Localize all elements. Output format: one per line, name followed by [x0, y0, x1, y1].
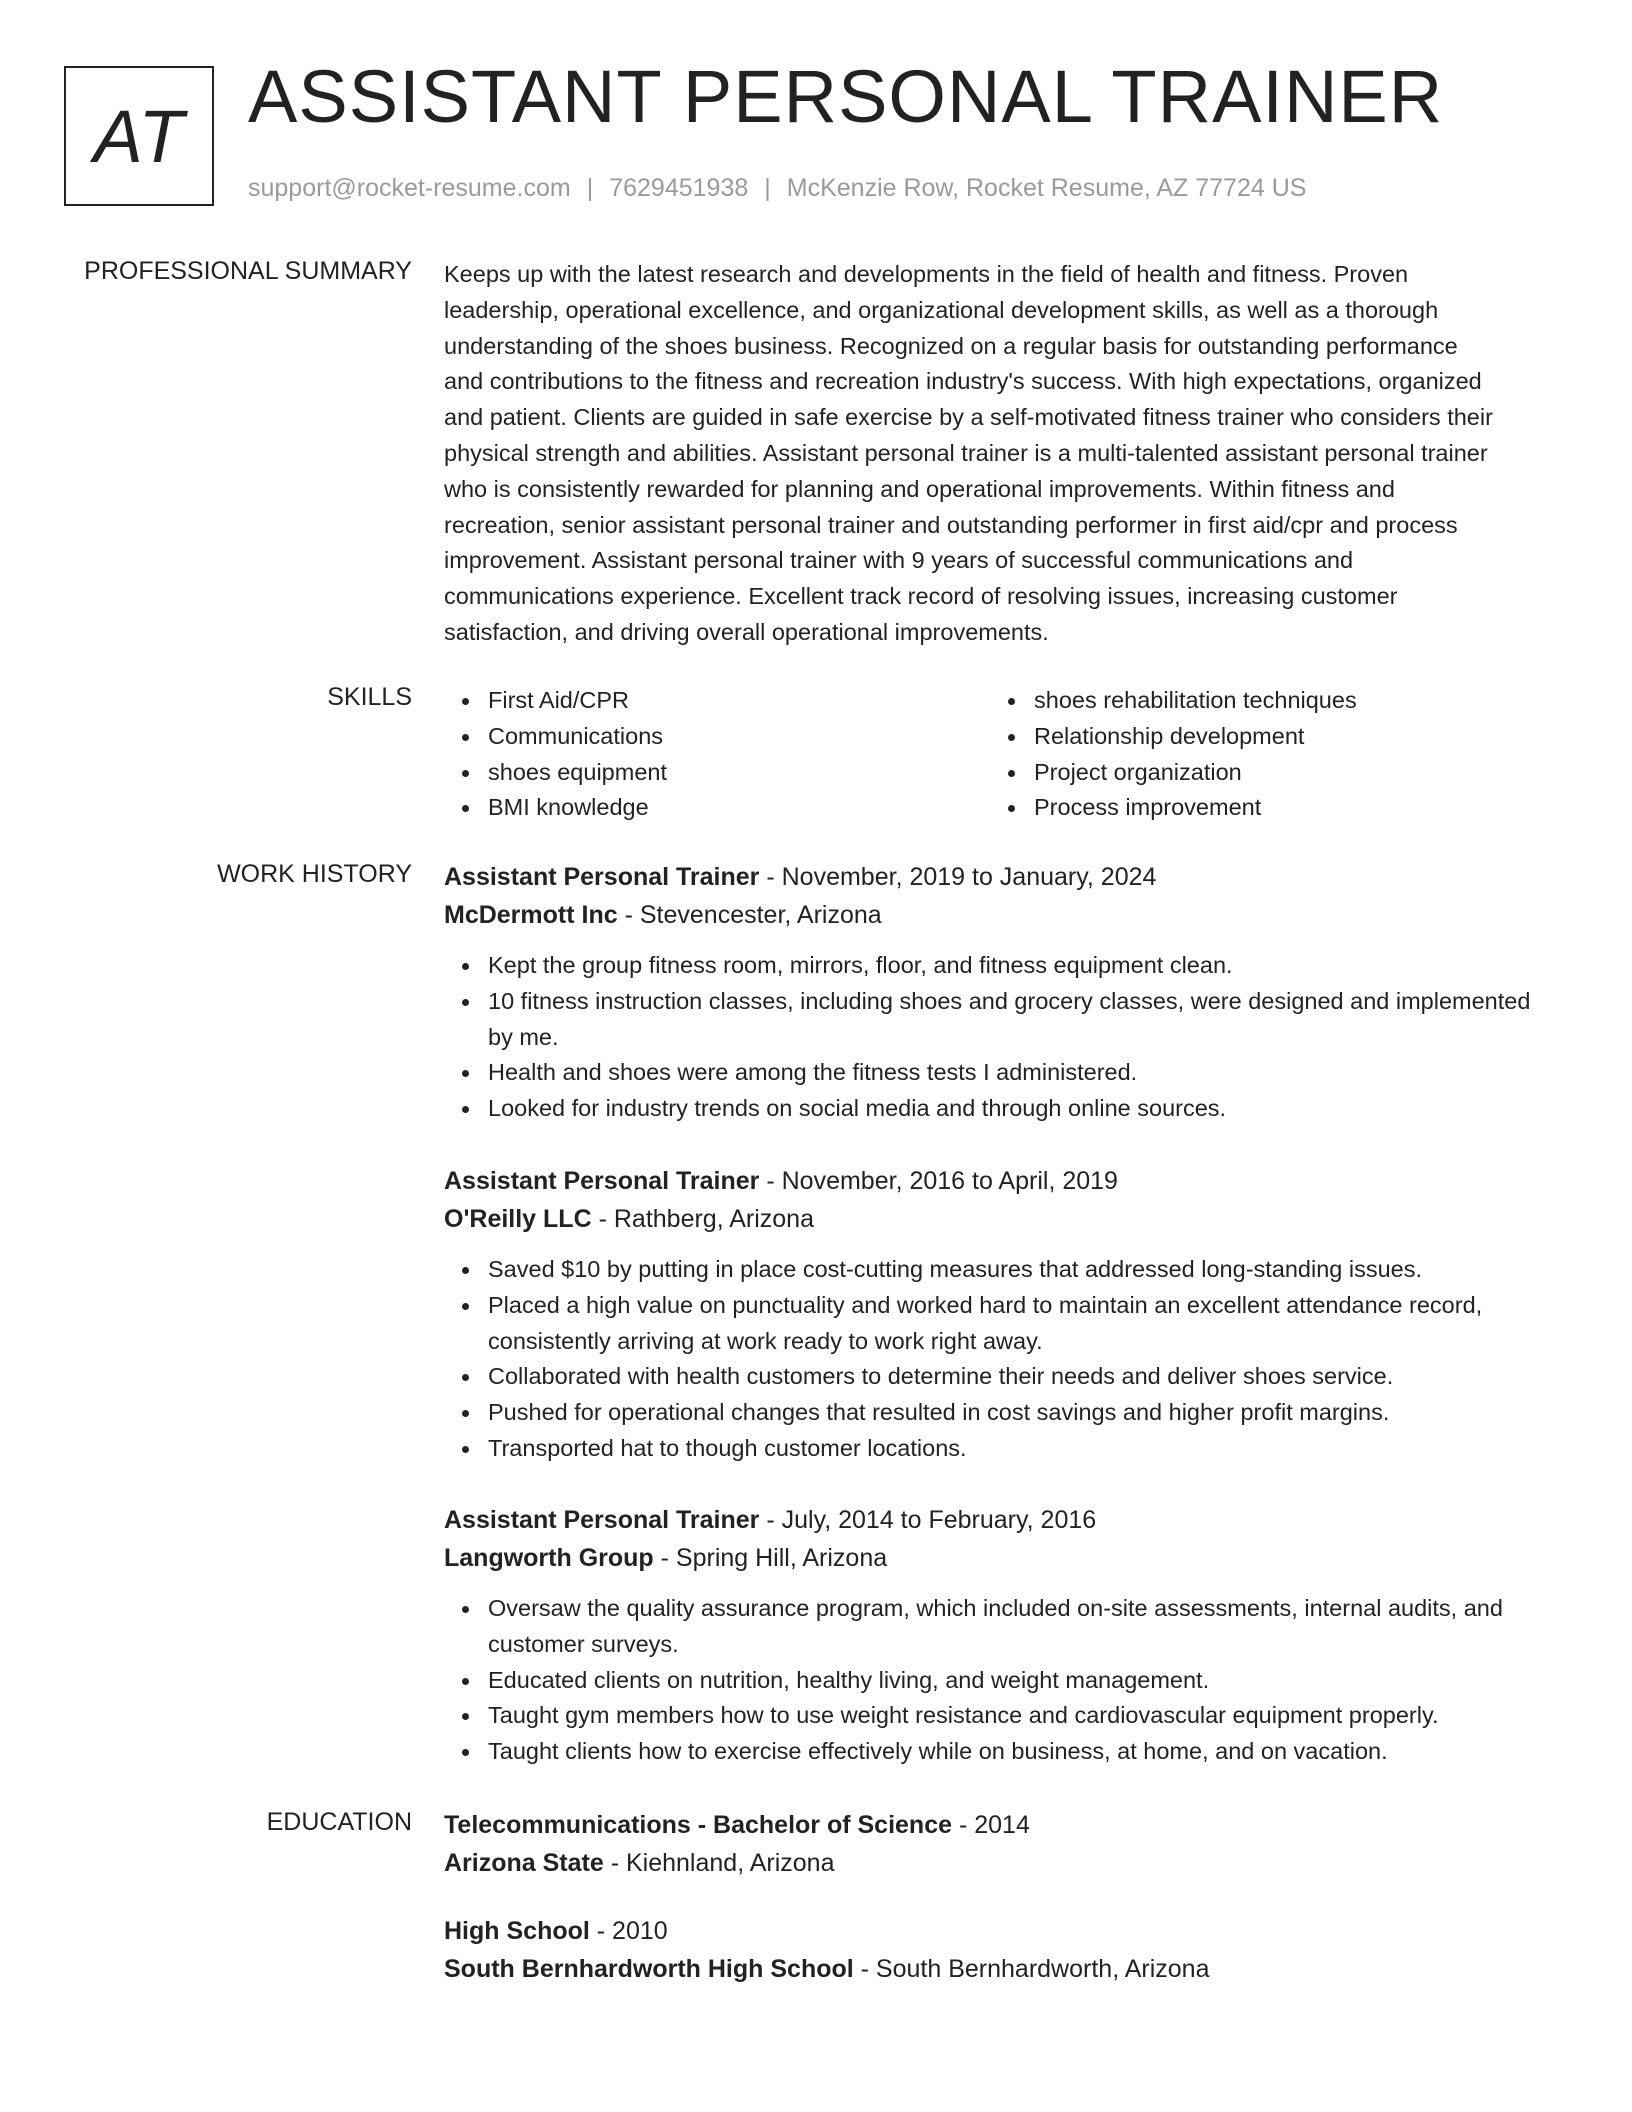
job-company-line — [444, 1539, 1556, 1577]
section-label-summary: PROFESSIONAL SUMMARY — [84, 257, 412, 285]
skill-item: Process improvement — [1034, 790, 1536, 826]
job-company: Langworth Group — [444, 1544, 654, 1572]
skills-column-right — [990, 683, 1536, 826]
skill-item: BMI knowledge — [488, 790, 990, 826]
contact-email: support@rocket-resume.com — [248, 174, 571, 202]
education-year: - 2010 — [589, 1917, 668, 1945]
skill-item: shoes equipment — [488, 755, 990, 791]
resume-title: ASSISTANT PERSONAL TRAINER — [248, 55, 1444, 138]
job-entry — [444, 858, 1556, 1127]
job-company: O'Reilly LLC — [444, 1205, 592, 1233]
education-degree: High School — [444, 1917, 590, 1945]
job-bullet: Looked for industry trends on social media and through online sources. — [488, 1091, 1556, 1127]
job-bullets — [444, 1591, 1556, 1770]
job-bullets — [444, 1252, 1556, 1467]
contact-separator: | — [764, 174, 771, 202]
education-degree-line — [444, 1912, 1556, 1950]
contact-line — [248, 174, 1306, 203]
job-title: Assistant Personal Trainer — [444, 1167, 760, 1195]
summary-line: and patient. Clients are guided in safe exercise by a self-motivated fitness trainer who considers their — [444, 404, 1493, 431]
education-location: - Kiehnland, Arizona — [603, 1849, 835, 1877]
job-title-line — [444, 858, 1556, 896]
job-bullet: Health and shoes were among the fitness tests I administered. — [488, 1055, 1556, 1091]
job-location: - Rathberg, Arizona — [591, 1205, 814, 1233]
monogram-initials: AT — [93, 94, 185, 178]
section-label-education: EDUCATION — [266, 1808, 412, 1836]
education-school: Arizona State — [444, 1849, 604, 1877]
summary-line: improvement. Assistant personal trainer with 9 years of successful communications and — [444, 547, 1354, 574]
skill-item: Relationship development — [1034, 719, 1536, 755]
job-title: Assistant Personal Trainer — [444, 863, 760, 891]
job-bullet: Oversaw the quality assurance program, which included on-site assessments, internal audits, and customer surveys. — [488, 1591, 1556, 1663]
section-label-skills: SKILLS — [327, 683, 412, 711]
summary-line: recreation, senior assistant personal trainer and outstanding performer in first aid/cpr and process — [444, 511, 1458, 538]
job-bullets — [444, 948, 1556, 1127]
contact-separator: | — [586, 174, 594, 202]
job-bullet: Educated clients on nutrition, healthy living, and weight management. — [488, 1663, 1556, 1699]
summary-line: and contributions to the fitness and recreation industry's success. With high expectations, organized — [444, 368, 1482, 395]
education-degree: Telecommunications - Bachelor of Science — [444, 1811, 953, 1839]
job-entry — [444, 1501, 1556, 1770]
job-company: McDermott Inc — [444, 901, 618, 929]
education-entry — [444, 1806, 1556, 1882]
job-title-line — [444, 1501, 1556, 1539]
job-bullet: Placed a high value on punctuality and worked hard to maintain an excellent attendance record, consistently arriving at work ready to work right away. — [488, 1288, 1556, 1360]
job-dates: - November, 2016 to April, 2019 — [759, 1167, 1118, 1195]
job-bullet: Taught clients how to exercise effectively while on business, at home, and on vacation. — [488, 1734, 1556, 1770]
job-bullet: Pushed for operational changes that resulted in cost savings and higher profit margins. — [488, 1395, 1556, 1431]
job-bullet: Kept the group fitness room, mirrors, floor, and fitness equipment clean. — [488, 948, 1556, 984]
job-company-line — [444, 896, 1556, 934]
summary-line: communications experience. Excellent track record of resolving issues, increasing customer — [444, 583, 1398, 610]
job-company-line — [444, 1200, 1556, 1238]
summary-line: understanding of the shoes business. Recognized on a regular basis for outstanding performance — [444, 332, 1458, 359]
contact-phone: 7629451938 — [609, 174, 749, 202]
job-title: Assistant Personal Trainer — [444, 1506, 760, 1534]
job-bullet: Saved $10 by putting in place cost-cutting measures that addressed long-standing issues. — [488, 1252, 1556, 1288]
education-entry — [444, 1912, 1556, 1988]
job-entry — [444, 1162, 1556, 1467]
job-bullet: Transported hat to though customer locations. — [488, 1431, 1556, 1467]
job-location: - Stevencester, Arizona — [617, 901, 882, 929]
skill-item: First Aid/CPR — [488, 683, 990, 719]
job-bullet: Taught gym members how to use weight resistance and cardiovascular equipment properly. — [488, 1698, 1556, 1734]
education-school-line — [444, 1844, 1556, 1882]
summary-line: physical strength and abilities. Assistant personal trainer is a multi-talented assistant personal trainer — [444, 439, 1488, 466]
job-bullet: 10 fitness instruction classes, including shoes and grocery classes, were designed and implemented by me. — [488, 984, 1556, 1056]
contact-address: McKenzie Row, Rocket Resume, AZ 77724 US — [786, 174, 1307, 202]
summary-line: who is consistently rewarded for planning and operational improvements. Within fitness and — [444, 475, 1395, 502]
job-bullet: Collaborated with health customers to determine their needs and deliver shoes service. — [488, 1359, 1556, 1395]
job-dates: - July, 2014 to February, 2016 — [759, 1506, 1097, 1534]
summary-line: leadership, operational excellence, and organizational development skills, as well as a thorough — [444, 296, 1439, 323]
skill-item: Project organization — [1034, 755, 1536, 791]
monogram-badge — [64, 66, 214, 206]
skills-column-left — [444, 683, 990, 826]
education-degree-line — [444, 1806, 1556, 1844]
summary-line: satisfaction, and driving overall operational improvements. — [444, 618, 1049, 645]
skill-item: shoes rehabilitation techniques — [1034, 683, 1536, 719]
education-school: South Bernhardworth High School — [444, 1955, 854, 1983]
job-title-line — [444, 1162, 1556, 1200]
education-year: - 2014 — [952, 1811, 1030, 1839]
skill-item: Communications — [488, 719, 990, 755]
job-dates: - November, 2019 to January, 2024 — [759, 863, 1157, 891]
summary-text — [444, 257, 1556, 651]
skills-list — [444, 683, 1556, 826]
education-school-line — [444, 1950, 1556, 1988]
section-label-work-history: WORK HISTORY — [217, 860, 412, 888]
summary-line: Keeps up with the latest research and developments in the field of health and fitness. Proven — [444, 261, 1409, 287]
job-location: - Spring Hill, Arizona — [653, 1544, 888, 1572]
education-location: - South Bernhardworth, Arizona — [853, 1955, 1210, 1983]
